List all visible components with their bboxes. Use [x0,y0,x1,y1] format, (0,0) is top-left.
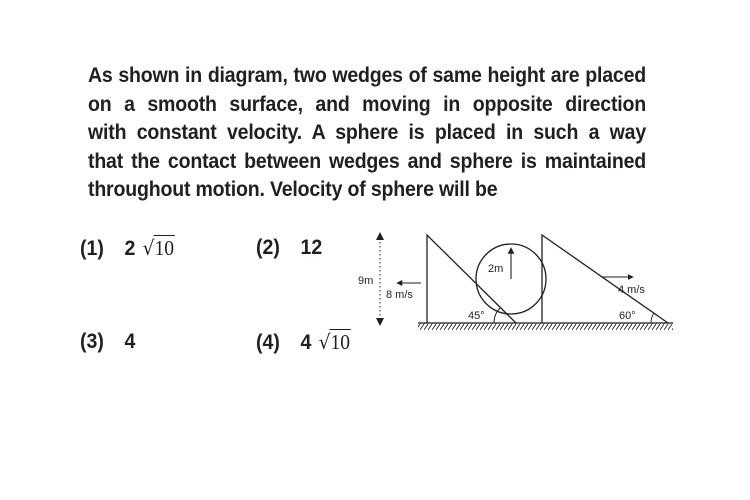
question-line: on a smooth surface, and moving in opposite direction [88,92,646,116]
right-angle-arc [651,313,654,323]
question-line: that the contact between wedges and sphere is maintained [88,149,646,173]
radical-sign: √ [142,236,155,260]
question-line: As shown in diagram, two wedges of same height are placed [88,64,646,87]
option-coefficient: 2 [124,237,136,260]
right-velocity-label: 4 m/s [618,284,645,296]
option-number: (3) [80,330,104,353]
right-angle-label: 60° [619,310,636,322]
option-number: (4) [256,331,280,354]
right-wedge [542,235,668,323]
radical-sign: √ [318,330,331,354]
question-line: throughout motion. Velocity of sphere will be [88,178,498,201]
option-value: 12 [300,236,323,259]
ground-hatching [418,323,673,330]
height-arrow-up [376,232,384,240]
left-angle-label: 45° [468,310,485,322]
radicand: 10 [154,236,175,260]
radius-label: 2m [488,263,504,275]
question-line: with constant velocity. A sphere is placed in such a way [88,121,646,144]
option-number: (2) [256,236,280,259]
option-coefficient: 4 [300,331,312,354]
option-number: (1) [80,237,104,260]
left-velocity-label: 8 m/s [386,289,413,301]
radicand: 10 [330,330,351,354]
height-label: 9m [358,275,374,287]
height-arrow-down [376,318,384,326]
option-value: 4 [124,330,136,353]
